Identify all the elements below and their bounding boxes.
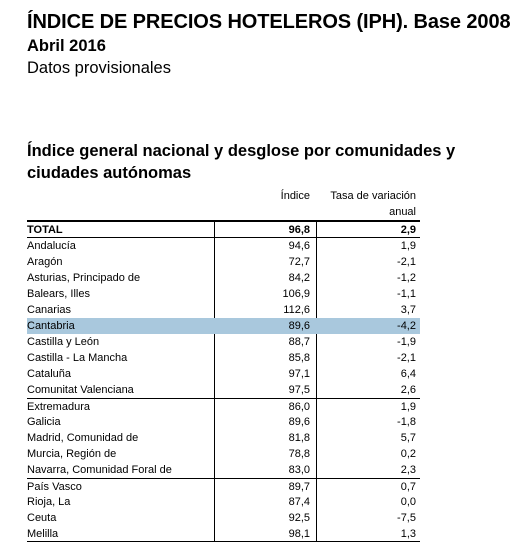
row-name: Canarias (27, 304, 72, 316)
row-indice: 81,8 (288, 432, 310, 444)
table-row-highlighted (27, 318, 420, 334)
table-row (27, 254, 420, 270)
row-name: Rioja, La (27, 496, 71, 508)
row-tasa: -2,1 (397, 352, 416, 364)
table-row (27, 526, 420, 542)
bottom-rule (27, 541, 420, 542)
row-name: Comunitat Valenciana (27, 384, 134, 396)
row-indice: 83,0 (288, 464, 310, 476)
table-row (27, 494, 420, 510)
row-tasa: 1,3 (400, 528, 416, 540)
row-indice: 86,0 (288, 401, 310, 413)
row-name: Galicia (27, 416, 61, 428)
row-indice: 94,6 (288, 240, 310, 252)
row-tasa: 0,0 (400, 496, 416, 508)
row-indice: 84,2 (288, 272, 310, 284)
table-row (27, 334, 420, 350)
row-indice: 106,9 (282, 288, 310, 300)
row-indice: 97,1 (288, 368, 310, 380)
table-row (27, 286, 420, 302)
table-row (27, 302, 420, 318)
table-row (27, 382, 420, 398)
row-name: Navarra, Comunidad Foral de (27, 464, 172, 476)
row-tasa: -1,8 (397, 416, 416, 428)
row-tasa: -2,1 (397, 256, 416, 268)
row-indice: 89,6 (288, 416, 310, 428)
row-tasa: 2,9 (400, 224, 416, 236)
row-indice: 97,5 (288, 384, 310, 396)
row-indice: 89,6 (288, 320, 310, 332)
row-tasa: 2,3 (400, 464, 416, 476)
table-row (27, 430, 420, 446)
row-name: Balears, Illes (27, 288, 90, 300)
row-tasa: 5,7 (400, 432, 416, 444)
table-row-total (27, 222, 420, 238)
column-header-tasa: Tasa de variación anual (330, 190, 416, 218)
row-indice: 87,4 (288, 496, 310, 508)
row-tasa: 0,7 (400, 481, 416, 493)
table-row (27, 238, 420, 254)
row-indice: 112,6 (283, 304, 310, 316)
row-tasa: 3,7 (400, 304, 416, 316)
row-indice: 72,7 (288, 256, 310, 268)
document-note: Datos provisionales (27, 59, 171, 77)
row-tasa: 2,6 (400, 384, 416, 396)
row-name: Ceuta (27, 512, 57, 524)
row-indice: 78,8 (288, 448, 310, 460)
row-tasa: -1,9 (397, 336, 416, 348)
row-tasa: 1,9 (400, 401, 416, 413)
row-indice: 96,8 (288, 224, 310, 236)
row-name: Madrid, Comunidad de (27, 432, 139, 444)
row-name: Castilla - La Mancha (27, 352, 128, 364)
table-row (27, 398, 420, 414)
row-name: Cataluña (27, 368, 72, 380)
section-title: Índice general nacional y desglose por comunidades y ciudades autónomas (27, 142, 456, 182)
row-indice: 89,7 (288, 481, 310, 493)
row-tasa: -4,2 (397, 320, 416, 332)
row-indice: 92,5 (288, 512, 310, 524)
data-table (27, 222, 420, 542)
row-indice: 88,7 (288, 336, 310, 348)
document-period: Abril 2016 (27, 37, 106, 55)
column-header-indice: Índice (280, 190, 310, 202)
row-name: Extremadura (27, 401, 90, 413)
row-tasa: 1,9 (400, 240, 416, 252)
row-name: Melilla (27, 528, 59, 540)
row-tasa: -1,2 (397, 272, 416, 284)
table-row (27, 462, 420, 478)
row-name: Cantabria (27, 320, 75, 332)
table-row (27, 270, 420, 286)
row-name: Andalucía (27, 240, 76, 252)
table-row (27, 366, 420, 382)
row-tasa: 0,2 (400, 448, 416, 460)
table-row (27, 350, 420, 366)
table-row (27, 510, 420, 526)
row-indice: 85,8 (288, 352, 310, 364)
row-name: Asturias, Principado de (27, 272, 141, 284)
table-row (27, 446, 420, 462)
row-name: Aragón (27, 256, 63, 268)
table-row (27, 478, 420, 494)
row-name: Murcia, Región de (27, 448, 117, 460)
document-title: ÍNDICE DE PRECIOS HOTELEROS (IPH). Base 2008 (27, 11, 511, 33)
row-name: País Vasco (27, 481, 82, 493)
row-name: TOTAL (27, 224, 63, 236)
row-tasa: -7,5 (397, 512, 416, 524)
row-name: Castilla y León (27, 336, 100, 348)
row-tasa: 6,4 (400, 368, 416, 380)
row-indice: 98,1 (288, 528, 310, 540)
row-tasa: -1,1 (397, 288, 416, 300)
table-row (27, 414, 420, 430)
